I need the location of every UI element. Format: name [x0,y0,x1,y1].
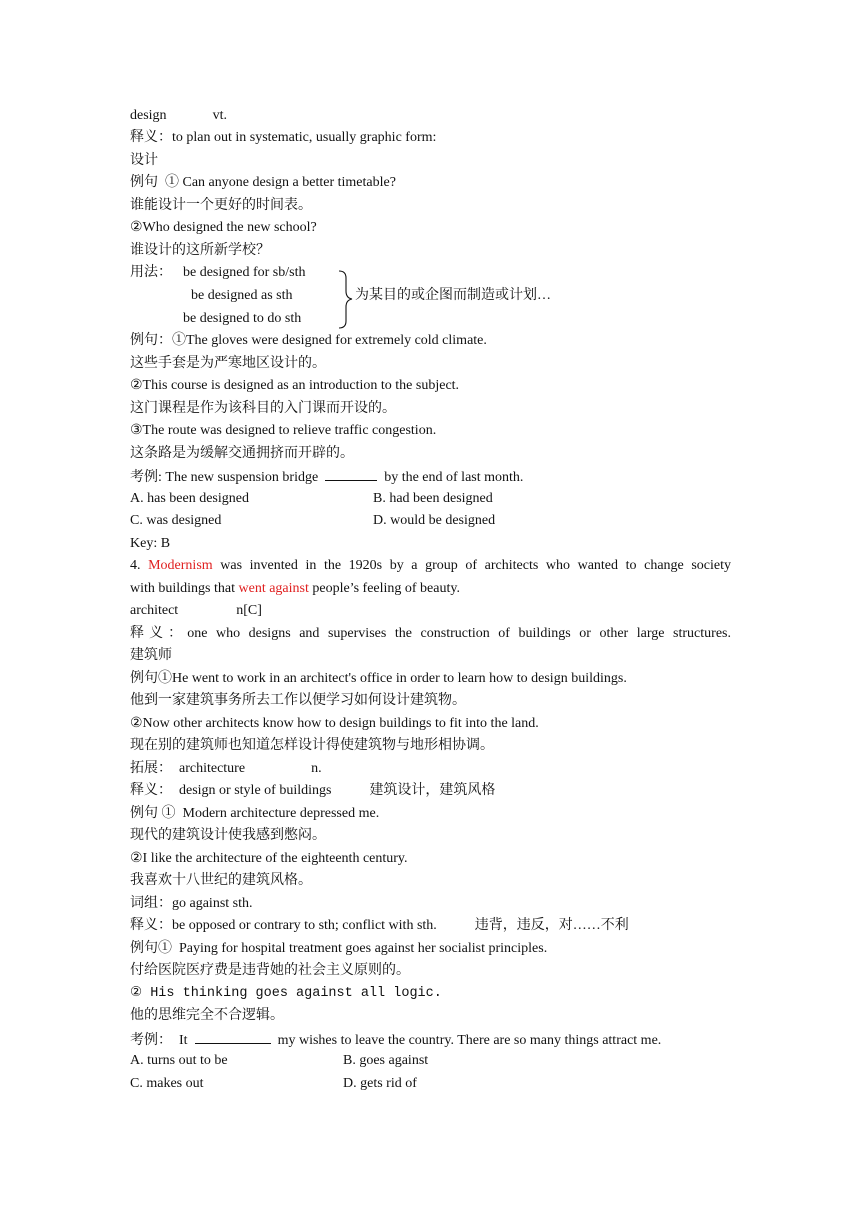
highlight-went-against: went against [238,581,309,596]
example-line: ③The route was designed to relieve traffic congestion. [130,423,437,438]
usage-item: be designed as sth [191,288,293,303]
example-translation: 谁设计的这所新学校？ [130,243,270,258]
highlight-modernism: Modernism [148,558,213,573]
answer-blank [195,1030,271,1044]
example-line: 例句① Paying for hospital treatment goes against her socialist principles. [130,941,548,956]
answer-blank [325,467,377,481]
definition-architect: 释义：one who designs and supervises the construction of buildings or other large structures. [130,626,731,641]
phrase-definition: 释义：be opposed or contrary to sth; conflict with sth. 违背，违反，对……不利 [130,918,629,933]
option-c: C. was designed [130,513,222,528]
option-c: C. makes out [130,1076,204,1091]
curly-brace-icon [336,270,356,330]
headword-design: design vt. [130,108,227,123]
sentence-4-line1: 4. Modernism was invented in the 1920s by a group of architects who wanted to change society [130,558,732,573]
example-translation: 我喜欢十八世纪的建筑风格。 [130,873,312,888]
example-translation: 谁能设计一个更好的时间表。 [130,198,312,213]
example-line: 例句 ① Can anyone design a better timetable? [130,175,396,190]
answer-key: Key: B [130,536,171,551]
example-translation: 这些手套是为严寒地区设计的。 [130,356,326,371]
example-translation: 他到一家建筑事务所去工作以便学习如何设计建筑物。 [130,693,466,708]
zh-gloss: 设计 [130,153,158,168]
extension-definition: 释义： design or style of buildings 建筑设计，建筑风格 [130,783,496,798]
sentence-4-line2: with buildings that went against people’s feeling of beauty. [130,581,460,596]
example-translation: 这门课程是作为该科目的入门课而开设的。 [130,401,396,416]
example-line: ② His thinking goes against all logic. [130,986,442,1001]
example-translation: 现代的建筑设计使我感到憋闷。 [130,828,326,843]
usage-note: 为某目的或企图而制造或计划… [355,288,551,303]
example-line: 例句：①The gloves were designed for extremely cold climate. [130,333,487,348]
exam-question: 考例: The new suspension bridge by the end of last month. [130,467,523,487]
usage-item: be designed to do sth [183,311,302,326]
option-d: D. would be designed [373,513,496,528]
extension-line: 拓展： architecture n. [130,761,322,776]
example-line: ②I like the architecture of the eighteenth century. [130,851,408,866]
phrase-go-against: 词组：go against sth. [130,896,253,911]
usage-label: 用法： [130,265,172,280]
example-line: 例句 ① Modern architecture depressed me. [130,806,380,821]
option-d: D. gets rid of [343,1076,417,1091]
exam-question: 考例： It my wishes to leave the country. There are so many things attract me. [130,1030,661,1050]
example-translation: 现在别的建筑师也知道怎样设计得使建筑物与地形相协调。 [130,738,494,753]
option-a: A. has been designed [130,491,249,506]
example-translation: 他的思维完全不合逻辑。 [130,1008,284,1023]
example-line: 例句①He went to work in an architect's office in order to learn how to design buildings. [130,671,627,686]
example-line: ②This course is designed as an introduction to the subject. [130,378,460,393]
example-line: ②Now other architects know how to design buildings to fit into the land. [130,716,539,731]
zh-gloss: 建筑师 [130,648,172,663]
option-b: B. had been designed [373,491,493,506]
pos-label: vt. [212,108,227,123]
headword-architect: architect n[C] [130,603,262,618]
usage-item: be designed for sb/sth [183,265,306,280]
example-translation: 这条路是为缓解交通拥挤而开辟的。 [130,446,354,461]
example-translation: 付给医院医疗费是违背她的社会主义原则的。 [130,963,410,978]
option-b: B. goes against [343,1053,429,1068]
example-line: ②Who designed the new school? [130,220,317,235]
option-a: A. turns out to be [130,1053,228,1068]
definition-design: 释义：to plan out in systematic, usually graphic form: [130,130,437,145]
